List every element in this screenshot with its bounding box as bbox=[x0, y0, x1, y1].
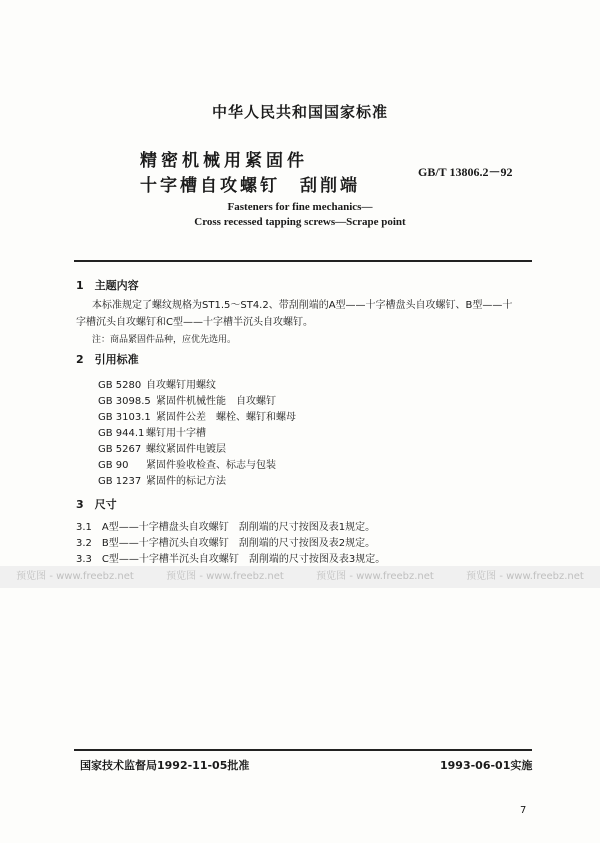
section-1-heading: 1 主题内容 bbox=[76, 279, 139, 292]
reference-title: 螺纹紧固件电镀层 bbox=[146, 444, 226, 455]
reference-title: 紧固件的标记方法 bbox=[146, 476, 226, 487]
reference-item bbox=[98, 392, 276, 407]
watermark-text: 预览图 - www.freebz.net bbox=[316, 571, 434, 582]
section-3-heading: 3 尺寸 bbox=[76, 498, 117, 511]
watermark-text: 预览图 - www.freebz.net bbox=[166, 571, 284, 582]
english-title-line-2: Cross recessed tapping screws—Scrape point bbox=[194, 216, 406, 228]
watermark-text: 预览图 - www.freebz.net bbox=[16, 571, 134, 582]
section-1-paragraph-line-2: 字槽沉头自攻螺钉和C型——十字槽半沉头自攻螺钉。 bbox=[76, 317, 313, 328]
reference-title: 紧固件机械性能 自攻螺钉 bbox=[156, 396, 276, 407]
reference-title: 紧固件验收检查、标志与包装 bbox=[146, 460, 276, 471]
section-3-item: 3.2 B型——十字槽沉头自攻螺钉 刮削端的尺寸按图及表2规定。 bbox=[76, 538, 376, 549]
standard-number: GB/T 13806.2－92 bbox=[418, 165, 513, 179]
reference-item bbox=[98, 424, 206, 439]
reference-code: GB 1237 bbox=[98, 476, 142, 487]
reference-item bbox=[98, 408, 296, 423]
title-line-1: 精密机械用紧固件 bbox=[140, 151, 308, 171]
approval-date: 国家技术监督局1992-11-05批准 bbox=[80, 759, 250, 772]
bottom-divider bbox=[74, 749, 532, 751]
reference-code: GB 5280 bbox=[98, 380, 142, 391]
watermark-text: 预览图 - www.freebz.net bbox=[466, 571, 584, 582]
reference-item bbox=[98, 440, 226, 455]
reference-code: GB 944.1 bbox=[98, 428, 145, 439]
page-number: 7 bbox=[520, 805, 527, 816]
title-line-2: 十字槽自攻螺钉 刮削端 bbox=[140, 176, 360, 196]
reference-code: GB 90 bbox=[98, 460, 129, 471]
reference-code: GB 5267 bbox=[98, 444, 142, 455]
reference-title: 紧固件公差 螺栓、螺钉和螺母 bbox=[156, 412, 296, 423]
reference-item bbox=[98, 376, 216, 391]
implementation-date: 1993-06-01实施 bbox=[440, 759, 533, 772]
watermark-band bbox=[0, 566, 600, 588]
reference-item bbox=[98, 472, 226, 487]
reference-code: GB 3098.5 bbox=[98, 396, 151, 407]
top-divider bbox=[74, 260, 532, 262]
section-2-heading: 2 引用标准 bbox=[76, 353, 139, 366]
reference-code: GB 3103.1 bbox=[98, 412, 151, 423]
section-1-note: 注：商品紧固件品种，应优先选用。 bbox=[92, 335, 237, 345]
section-3-item: 3.3 C型——十字槽半沉头自攻螺钉 刮削端的尺寸按图及表3规定。 bbox=[76, 554, 386, 565]
document-header: 中华人民共和国国家标准 bbox=[211, 103, 388, 121]
section-3-item: 3.1 A型——十字槽盘头自攻螺钉 刮削端的尺寸按图及表1规定。 bbox=[76, 522, 376, 533]
section-1-paragraph-line-1: 本标准规定了螺纹规格为ST1.5～ST4.2、带刮削端的A型——十字槽盘头自攻螺钉、B型——十 bbox=[92, 300, 513, 311]
reference-item bbox=[98, 456, 276, 471]
reference-title: 自攻螺钉用螺纹 bbox=[146, 380, 216, 391]
english-title-line-1: Fasteners for fine mechanics— bbox=[227, 201, 373, 213]
reference-title: 螺钉用十字槽 bbox=[146, 428, 206, 439]
